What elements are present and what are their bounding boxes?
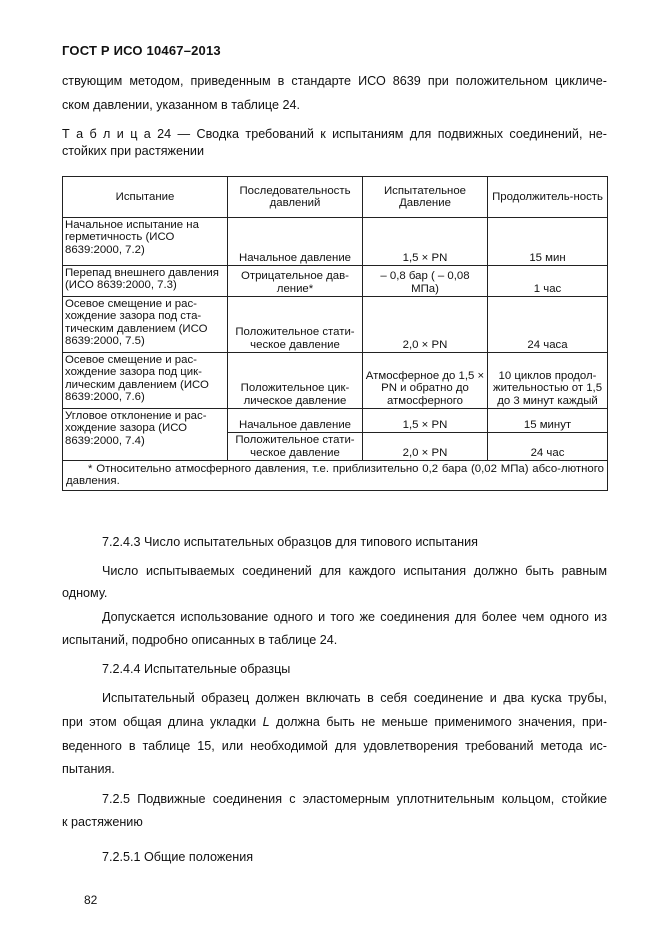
cell-test: Осевое смещение и рас-хождение зазора под ста-тическим давлением (ИСО 8639:2000, 7.5) <box>63 297 228 353</box>
paragraph-3-line-4: пытания. <box>62 762 115 776</box>
table-row <box>63 353 608 409</box>
cell-test: Перепад внешнего давления (ИСО 8639:2000, 7.3) <box>63 266 228 297</box>
footnote-text: * Относительно атмосферного давления, т.е. приблизительно 0,2 бара (0,02 МПа) абсо-лютного давления. <box>66 463 604 488</box>
paragraph-2-line-1: Допускается использование одного и того же соединения для более чем одного из <box>102 610 607 624</box>
cell-duration: 10 циклов продол-жительностью от 1,5 до 3 минут каждый <box>488 353 608 409</box>
paragraph-1-line-1: Число испытываемых соединений для каждого испытания должно быть равным <box>102 564 607 578</box>
cell-pressure: Атмосферное до 1,5 × PN и обратно до атмосферного <box>363 353 488 409</box>
paragraph-3-line-2-start: при этом общая длина укладки <box>62 715 263 729</box>
paragraph-1-line-2: одному. <box>62 586 108 600</box>
section-7-2-5-line-2: к растяжению <box>62 815 143 829</box>
table-row <box>63 409 608 433</box>
cell-sequence: Положительное цик-лическое давление <box>228 353 363 409</box>
page-number: 82 <box>84 893 98 907</box>
cell-test: Осевое смещение и рас-хождение зазора под цик-лическим давлением (ИСО 8639:2000, 7.6) <box>63 353 228 409</box>
table-footnote <box>63 461 608 491</box>
cell-pressure: 1,5 × PN <box>363 218 488 266</box>
table-caption-line-2: стойких при растяжении <box>62 144 205 158</box>
section-7-2-4-4-title: 7.2.4.4 Испытательные образцы <box>102 662 291 676</box>
section-7-2-5-line-1: 7.2.5 Подвижные соединения с эластомерным уплотнительным кольцом, стойкие <box>102 792 607 806</box>
table-row <box>63 218 608 266</box>
cell-duration: 15 минут <box>488 409 608 433</box>
paragraph-3-line-3: веденного в таблице 15, или необходимой для удовлетворения требований метода ис- <box>62 739 607 753</box>
header-duration: Продолжитель-ность <box>488 177 608 218</box>
cell-duration: 1 час <box>488 266 608 297</box>
requirements-table <box>62 176 608 491</box>
cell-pressure: 2,0 × PN <box>363 433 488 461</box>
cell-sequence: Отрицательное дав-ление* <box>228 266 363 297</box>
paragraph-3-line-2-end: должна быть не меньше применимого значения, при- <box>269 715 608 729</box>
cell-sequence: Начальное давление <box>228 409 363 433</box>
header-sequence: Последовательность давлений <box>228 177 363 218</box>
section-7-2-5-1-title: 7.2.5.1 Общие положения <box>102 850 254 864</box>
header-pressure: Испытательное Давление <box>363 177 488 218</box>
cell-pressure: – 0,8 бар ( – 0,08 МПа) <box>363 266 488 297</box>
cell-sequence: Положительное стати-ческое давление <box>228 297 363 353</box>
cell-pressure: 1,5 × PN <box>363 409 488 433</box>
intro-line-1: ствующим методом, приведенным в стандарте ИСО 8639 при положительном цикличе- <box>62 74 607 88</box>
cell-sequence: Положительное стати-ческое давление <box>228 433 363 461</box>
table-row <box>63 297 608 353</box>
document-header: ГОСТ Р ИСО 10467–2013 <box>62 43 221 58</box>
table-header-row <box>63 177 608 218</box>
table-footnote-row <box>63 461 608 491</box>
cell-duration: 24 час <box>488 433 608 461</box>
paragraph-2-line-2: испытаний, подробно описанных в таблице 24. <box>62 633 338 647</box>
table-caption-line-1: Т а б л и ц а 24 — Сводка требований к испытаниям для подвижных соединений, не- <box>62 127 607 141</box>
table-row <box>63 266 608 297</box>
intro-line-2: ском давлении, указанном в таблице 24. <box>62 98 300 112</box>
section-7-2-4-3-title: 7.2.4.3 Число испытательных образцов для типового испытания <box>102 535 478 549</box>
cell-duration: 24 часа <box>488 297 608 353</box>
cell-test: Угловое отклонение и рас-хождение зазора (ИСО 8639:2000, 7.4) <box>63 409 228 461</box>
paragraph-3-line-1: Испытательный образец должен включать в себя соединение и два куска трубы, <box>102 691 607 705</box>
cell-test: Начальное испытание на герметичность (ИСО 8639:2000, 7.2) <box>63 218 228 266</box>
paragraph-3-line-2 <box>62 713 607 731</box>
cell-duration: 15 мин <box>488 218 608 266</box>
header-test: Испытание <box>63 177 228 218</box>
length-variable: L <box>262 715 270 729</box>
cell-sequence: Начальное давление <box>228 218 363 266</box>
cell-pressure: 2,0 × PN <box>363 297 488 353</box>
